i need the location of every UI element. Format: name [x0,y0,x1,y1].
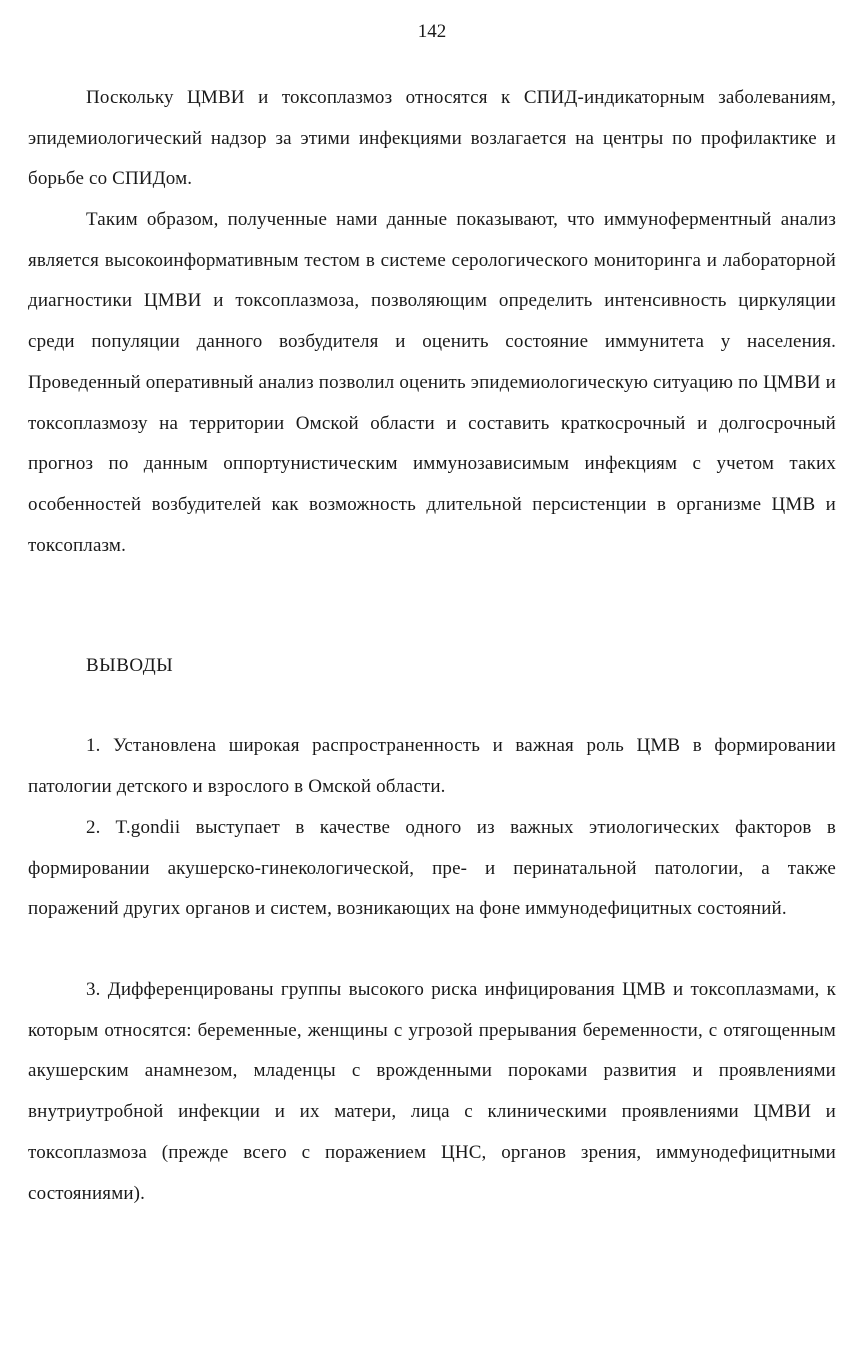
conclusion-item-1: 1. Установлена широкая распространенность и важная роль ЦМВ в формировании патологии детского и взрослого в Омской области. [28,735,836,797]
paragraph-summary: Таким образом, полученные нами данные показывают, что иммуноферментный анализ является высокоинформативным тестом в системе серологического мониторинга и лабораторной диагностики ЦМВИ и токсоплазмоза, позволяющим определить интенсивность циркуляции среди популяции данного возбудителя и оценить состояние иммунитета у населения. Проведенный оперативный анализ позволил оценить эпидемиологическую ситуацию по ЦМВИ и токсоплазмозу на территории Омской области и составить краткосрочный и долгосрочный прогноз по данным оппортунистическим иммунозависимым инфекциям с учетом таких особенностей возбудителей как возможность длительной персистенции в организме ЦМВ и токсоплазм. [28,209,836,556]
page-number: 142 [417,21,447,42]
conclusion-item-3: 3. Дифференцированы группы высокого риска инфицирования ЦМВ и токсоплазмами, к которым относятся: беременные, женщины с угрозой прерывания беременности, с отягощенным акушерским анамнезом, младенцы с врожденными пороками развития и проявлениями внутриутробной инфекции и их матери, лица с клиническими проявлениями ЦМВИ и токсоплазмоза (прежде всего с поражением ЦНС, органов зрения, иммунодефицитными состояниями). [28,979,836,1204]
conclusion-item-2: 2. T.gondii выступает в качестве одного из важных этиологических факторов в формировании акушерско-гинекологической, пре- и перинатальной патологии, а также поражений других органов и систем, возникающих на фоне иммунодефицитных состояний. [28,817,836,920]
paragraph-aids-indicator: Поскольку ЦМВИ и токсоплазмоз относятся к СПИД-индикаторным заболеваниям, эпидемиологический надзор за этими инфекциями возлагается на центры по профилактике и борьбе со СПИДом. [28,87,836,190]
conclusions-heading: ВЫВОДЫ [86,655,174,676]
